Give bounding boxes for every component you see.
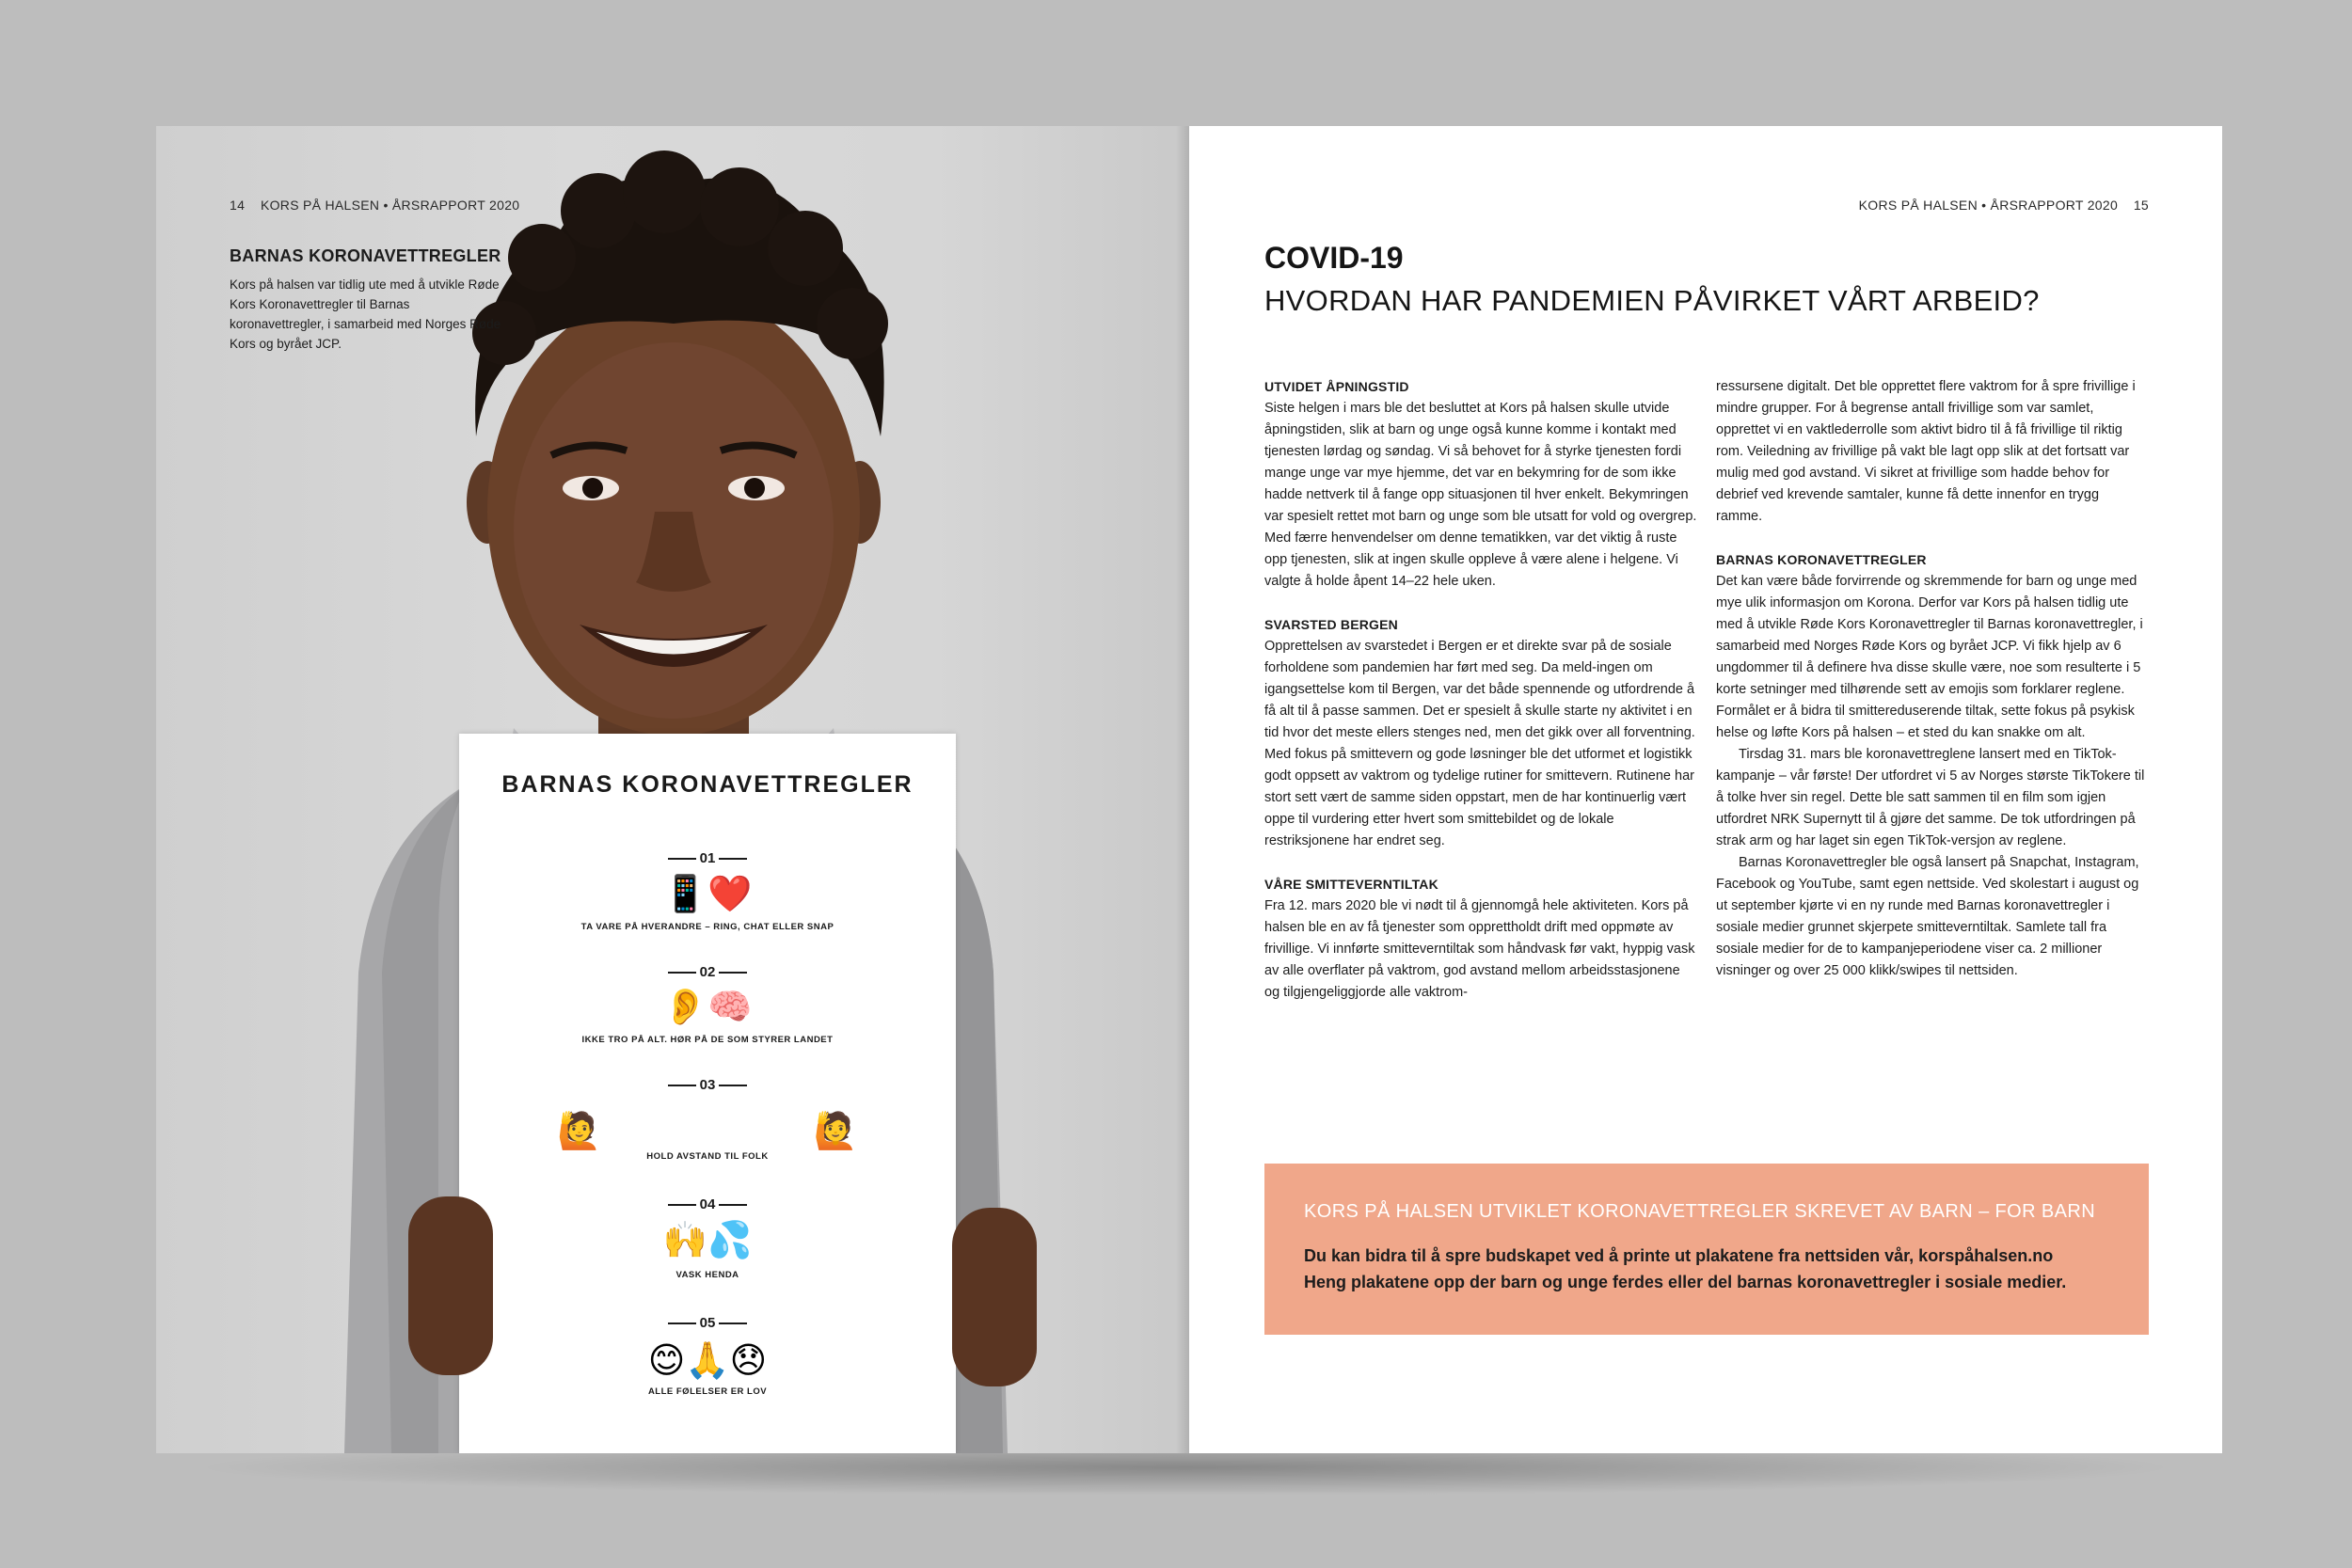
poster-title: BARNAS KORONAVETTREGLER [501, 771, 914, 798]
right-runner: KORS PÅ HALSEN • ÅRSRAPPORT 2020 15 [1858, 198, 2149, 213]
section-title: UTVIDET ÅPNINGSTID [1264, 379, 1409, 394]
rule-number: 04 [459, 1196, 956, 1212]
section-body: Opprettelsen av svarstedet i Bergen er et direkte svar på de sosiale forholdene som pandemien har ført med seg. Da meld-ingen om igangsettelse kom til Bergen, var det både spennende og utfordrende å få alt til å passe sammen. Det er spesielt å skulle starte ny aktivitet i en tid hvor det meste ellers stenges ned, men det gikk over all forventning. Med fokus på smittevern og gode løsninger ble det utformet et logistikk godt oppsett av vaktrom og tydelige rutiner for smittevern. Rutinene har stort sett vært de samme siden oppstart, men de har kontinuerlig vært oppe til vurdering etter hvert som smittebildet og de lokale restriksjonene har endret seg. [1264, 639, 1695, 848]
section-title: SVARSTED BERGEN [1264, 617, 1398, 632]
rule-caption: HOLD AVSTAND TIL FOLK [646, 1151, 769, 1162]
section-body: Fra 12. mars 2020 ble vi nødt til å gjennomgå hele aktiviteten. Kors på halsen ble en av få tjenester som opprettholdt drift med oppmøte av frivillige. Vi innførte smitteverntiltak som håndvask før vakt, hyppig vask av alle overflater på vaktrom, god avstand mellom arbeidsstasjonene og tilgjengeliggjorde alle vaktrom- [1264, 898, 1695, 1000]
sidebar-caption: Kors på halsen var tidlig ute med å utvikle Røde Kors Koronavettregler til Barnas koronavettregler, i samarbeid med Norges Røde Kors og byrået JCP. [230, 277, 501, 351]
rule-emojis: 😊🙏😞 [647, 1339, 768, 1381]
section-title: VÅRE SMITTEVERNTILTAK [1264, 877, 1438, 892]
rule-emojis: 👂🧠 [662, 986, 753, 1027]
rule-number: 03 [459, 1077, 956, 1093]
rule-caption: ALLE FØLELSER ER LOV [647, 1386, 768, 1397]
section-body: Siste helgen i mars ble det besluttet at Kors på halsen skulle utvide åpningstiden, slik at barn og unge også kunne komme i kontakt med tjenesten lørdag og søndag. Vi så behovet for å styrke tjenesten fordi mange unge var mye hjemme, det var en bekymring for de som ikke hadde nettverk til å fange opp situasjonen til hver enkelt. Bekymringen var spesielt rettet mot barn og unge som ble utsatt for vold og overgrep. Med færre henvendelser om denne tematikken, var det viktig å ruste opp tjenesten, slik at ingen skulle oppleve å være alene i helgene. Vi valgte å holde åpent 14–22 hele uken. [1264, 401, 1697, 589]
right-page [1189, 126, 2222, 1453]
rule-number: 01 [459, 850, 956, 866]
left-page [156, 126, 1189, 1453]
promo-line: Du kan bidra til å spre budskapet ved å printe ut plakatene fra nettsiden vår, korspåhalsen.no [1304, 1246, 2054, 1265]
right-hand [952, 1208, 1037, 1386]
section-title: BARNAS KORONAVETTREGLER [1716, 552, 1927, 567]
rule-number: 02 [459, 964, 956, 980]
rule-caption: VASK HENDA [675, 1270, 739, 1280]
rule-emojis: 📱❤️ [662, 873, 753, 914]
section-body-continued: ressursene digitalt. Det ble opprettet flere vaktrom for å spre frivillige i mindre grupper. For å begrense antall frivillige som var samlet, opprettet vi en vaktlederrolle som aktivt bidro til å få frivillige til riktig rom. Veiledning av frivillige på vakt ble lagt opp slik at det fortsatt var mulig med god avstand. Vi sikret at frivillige som hadde behov for debrief ved krevende samtaler, kunne få dette innenfor en trygg ramme. [1716, 379, 2136, 524]
rule-caption: IKKE TRO PÅ ALT. HØR PÅ DE SOM STYRER LANDET [581, 1035, 834, 1045]
page-heading: COVID-19 [1264, 241, 1404, 275]
rule-caption: TA VARE PÅ HVERANDRE – RING, CHAT ELLER SNAP [580, 922, 834, 932]
sidebar-title: BARNAS KORONAVETTREGLER [230, 246, 501, 265]
section-body: Tirsdag 31. mars ble koronavettreglene lansert med en TikTok-kampanje – vår første! Der utfordret vi 5 av Norges største TikTokere til å tolke hver sin regel. Dette ble satt sammen til en film som igjen utfordret NRK Supernytt til å gjøre det samme. De tok utfordringen på strak arm og har laget sin egen TikTok-versjon av reglene. [1716, 747, 2145, 848]
left-runner: 14 KORS PÅ HALSEN • ÅRSRAPPORT 2020 [230, 198, 520, 213]
rule-emoji-left: 🙋 [557, 1110, 602, 1151]
rule-emojis: 🙌💦 [662, 1219, 753, 1260]
text-column-1 [1264, 376, 1697, 1004]
left-hand [408, 1196, 493, 1375]
section-body: Barnas Koronavettregler ble også lansert på Snapchat, Instagram, Facebook og YouTube, samt egen nettside. Ved skolestart i august og ut september kjørte vi en ny runde med Barnas koronavettregler i sosiale medier grunnet skjerpete smitteverntiltak. Samlete tall fra sosiale medier for de to kampanjeperiodene viser ca. 2 millioner visninger og over 25 000 klikk/swipes til nettsiden. [1716, 855, 2139, 978]
section-body: Det kan være både forvirrende og skremmende for barn og unge med mye ulik informasjon om Korona. Derfor var Kors på halsen tidlig ute med å utvikle Røde Kors Koronavettregler til Barnas koronavettregler, i samarbeid med Norges Røde Kors og byrået JCP. Vi fikk hjelp av 6 ungdommer til å definere hva disse skulle være, noe som resulterte i 5 korte setninger med tilhørende sett av emojis som forklarer reglene. Formålet er å bidra til smittereduserende tiltak, sette fokus på psykisk helse og løfte Kors på halsen – et sted du kan snakke om alt. [1716, 574, 2143, 740]
promo-text [1304, 1243, 2132, 1295]
page-subheading: HVORDAN HAR PANDEMIEN PÅVIRKET VÅRT ARBEID? [1264, 284, 2040, 317]
poster [459, 734, 956, 1453]
promo-line: Heng plakatene opp der barn og unge ferdes eller del barnas koronavettregler i sosiale medier. [1304, 1273, 2067, 1291]
text-column-2 [1716, 376, 2149, 982]
promo-title: KORS PÅ HALSEN UTVIKLET KORONAVETTREGLER SKREVET AV BARN – FOR BARN [1304, 1201, 2096, 1222]
promo-box [1264, 1164, 2149, 1335]
rule-number: 05 [459, 1315, 956, 1331]
rule-emoji-right: 🙋 [813, 1110, 858, 1151]
